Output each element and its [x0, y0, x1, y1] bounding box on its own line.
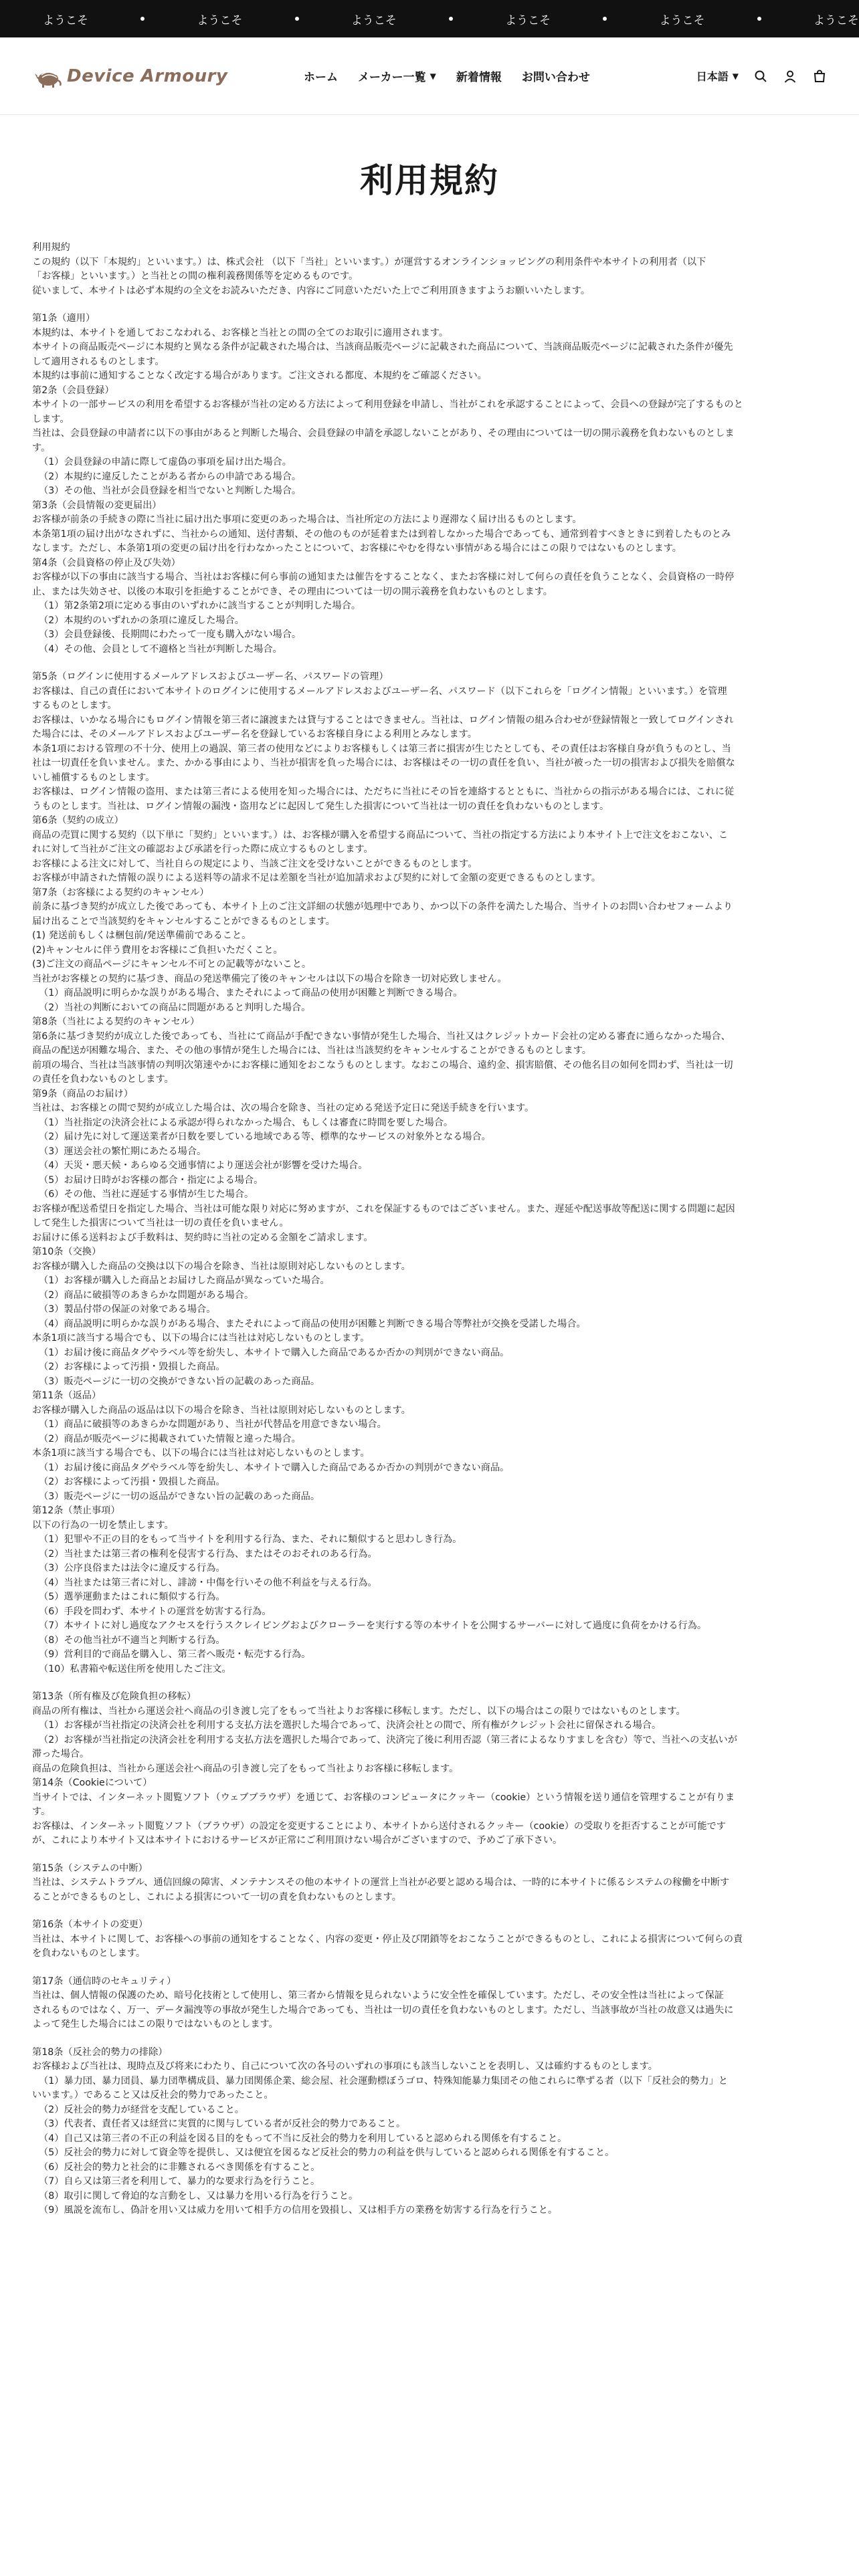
- terms-line: お客様が申請された情報の誤りによる送料等の請求不足は差額を当社が追加請求および契約に対して金額の変更できるものとします。: [32, 873, 601, 883]
- terms-line: 当社は、本サイトに関して、お客様への事前の通知をすることなく、内容の変更・停止及び閉鎖等をおこなうことができるものとし、これによる損害について何らの責: [32, 1933, 743, 1945]
- search-icon[interactable]: [753, 69, 768, 84]
- terms-line: （4）商品説明に明らかな誤りがある場合、またそれによって商品の使用が困難と判断できる場合等弊社が交換を受諾した場合。: [39, 1318, 586, 1329]
- terms-line: 「お客様」といいます。）と当社との間の権利義務関係等を定めるものです。: [32, 271, 359, 282]
- terms-line: （2）当社または第三者の権利を侵害する行為、またはそのおそれのある行為。: [39, 1548, 377, 1560]
- terms-line: （1）暴力団、暴力団員、暴力団準構成員、暴力団関係企業、総会屋、社会運動標ぼうゴロ、特殊知能暴力集団その他これらに準ずる者（以下「反社会的勢力」と: [39, 2075, 728, 2086]
- terms-line: （5）選挙運動またはこれに類似する行為。: [39, 1592, 225, 1602]
- terms-line: 当社は、会員登録の申請者に以下の事由があると判断した場合、会員登録の申請を承認しないことがあり、その理由については一切の開示義務を負わないものとしま: [32, 428, 735, 439]
- terms-line: 本条1項に該当する場合でも、以下の場合には当社は対応しないものとします。: [32, 1448, 370, 1459]
- header-tools: [696, 68, 827, 84]
- terms-line: 当サイトでは、インターネット閲覧ソフト（ウェブブラウザ）を通じて、お客様のコンピュータにクッキー（cookie）という情報を送り通信を管理することが有りま: [32, 1792, 735, 1803]
- terms-line: お客様が購入した商品の返品は以下の場合を除き、当社は原則対応しないものとします。: [32, 1404, 411, 1416]
- terms-line: （1）お客様が当社指定の決済会社を利用する支払方法を選択した場合であって、決済会社との間で、所有権がクレジット会社に留保される場合。: [39, 1720, 662, 1731]
- terms-line: お客様および当社は、現時点及び将来にわたり、自己について次の各号のいずれの事項にも該当しないことを表明し、又は確約するものとします。: [32, 2061, 658, 2072]
- terms-line: 第2条（会員登録）: [32, 385, 114, 396]
- site-logo[interactable]: [32, 62, 266, 91]
- terms-line: 第11条（返品）: [32, 1390, 102, 1401]
- announcement-message: ようこそ: [659, 13, 705, 27]
- nav-item-label: お問い合わせ: [521, 71, 590, 84]
- terms-line: お客様は、インターネット閲覧ソフト（ブラウザ）の設定を変更することにより、本サイトから送付されるクッキー（cookie）の受取りを拒否することが可能です: [32, 1820, 726, 1832]
- terms-line: 以下の行為の一切を禁止します。: [32, 1519, 174, 1531]
- terms-line: す。: [32, 442, 51, 453]
- announcement-message: ようこそ: [351, 13, 397, 27]
- nav-item-home[interactable]: [304, 68, 338, 84]
- terms-line: 商品の所有権は、当社から運送会社へ商品の引き渡し完了をもって当社よりお客様に移転します。ただし、以下の場合はこの限りではないものとします。: [32, 1705, 686, 1717]
- terms-line: （3）公序良俗または法令に違反する行為。: [39, 1563, 225, 1574]
- terms-line: （2）反社会的勢力が経営を支配していること。: [39, 2104, 244, 2115]
- terms-line: （3）代表者、責任者又は経営に実質的に関与している者が反社会的勢力であること。: [39, 2119, 406, 2129]
- terms-line: お客様が購入した商品の交換は以下の場合を除き、当社は原則対応しないものとします。: [32, 1261, 411, 1272]
- cart-icon[interactable]: [812, 69, 827, 84]
- terms-line: 第18条（反社会的勢力の排除）: [32, 2046, 168, 2058]
- terms-line: 本サイトの商品販売ページに本規約と異なる条件が記載された場合は、当該商品販売ページに記載された商品について、当該商品販売ページに記載された条件が優先: [32, 342, 733, 352]
- terms-line: お届けに係る送料および手数料は、契約時に当社の定める金額をご請求します。: [32, 1232, 373, 1243]
- terms-line: （2）当社の判断においての商品に問題があると判明した場合。: [39, 1002, 311, 1013]
- terms-line: 届け出ることで当該契約をキャンセルすることができるものとします。: [32, 916, 335, 927]
- terms-line: 当社は、お客様との間で契約が成立した場合は、次の場合を除き、当社の定める発送予定日に発送手続きを行います。: [32, 1103, 535, 1113]
- terms-line: お客様は、ログイン情報の盗用、または第三者による使用を知った場合には、ただちに当社にその旨を連絡するとともに、当社からの指示がある場合には、これに従: [32, 786, 735, 797]
- terms-line: 第15条（システムの中断）: [32, 1862, 148, 1874]
- terms-line: 前条に基づき契約が成立した後であっても、本サイト上のご注文詳細の状態が処理中であり、かつ以下の条件を満たした場合、当サイトのお問い合わせフォームより: [32, 901, 733, 912]
- terms-line: （1）お客様が購入した商品とお届けした商品が異なっていた場合。: [39, 1275, 330, 1286]
- main-nav: [304, 68, 590, 84]
- terms-line: お客様が配送希望日を指定した場合、当社は可能な限り対応に努めますが、これを保証するものではございません。また、遅延や配送事故等配送に関する問題に起因: [32, 1203, 735, 1214]
- section-spacer: [32, 1848, 827, 1862]
- section-spacer: [32, 298, 827, 312]
- terms-line: （4）自己又は第三者の不正の利益を図る目的をもって不当に反社会的勢力を利用していると認められる関係を有すること。: [39, 2133, 567, 2144]
- terms-line: いいます。）であること又は反社会的勢力であったこと。: [32, 2090, 274, 2101]
- announcement-bar: [0, 0, 859, 37]
- terms-line: この規約（以下「本規約」といいます。）は、株式会社 （以下「当社」といいます。）が運営するオンラインショッピングの利用条件や本サイトの利用者（以下: [32, 256, 706, 267]
- brand-name: Device Armoury: [67, 66, 228, 86]
- terms-line: 本規約は、本サイトを通しておこなわれる、お客様と当社との間の全てのお取引に適用されます。: [32, 327, 449, 338]
- section-spacer: [32, 1905, 827, 1918]
- terms-line: ることができるものとし、これによる損害について一切の責を負わないものとします。: [32, 1891, 401, 1903]
- terms-line: されるものではなく、万一、データ漏洩等の事故が発生した場合であっても、当社は一切の責任を負わないものとします。ただし、当該事故が当社の故意又は過失に: [32, 2004, 734, 2016]
- terms-line: （1）犯罪や不正の目的をもって当サイトを利用する行為、また、それに類似すると思わしき行為。: [39, 1534, 462, 1545]
- terms-line: （3）その他、当社が会員登録を相当でないと判断した場合。: [39, 486, 302, 496]
- main-content: [0, 154, 859, 2218]
- nav-item-news[interactable]: [456, 68, 502, 84]
- terms-line: 社は一切責任を負いません。また、かかる事由により、当社が損害を負った場合には、お客様はその一切の責任を負い、当社が被った一切の損害および損失を賠償な: [32, 758, 735, 768]
- terms-line: （9）風説を流布し、偽計を用い又は威力を用いて相手方の信用を毀損し、又は相手方の業務を妨害する行為を行うこと。: [39, 2205, 558, 2216]
- terms-line: 第10条（交換）: [32, 1247, 102, 1257]
- terms-line: 第3条（会員情報の変更届出）: [32, 500, 162, 511]
- announcement-separator-dot: [757, 17, 761, 21]
- terms-line: 商品の配送が困難な場合、また、その他の事情が発生した場合には、当社は当該契約をキャンセルすることができるものとします。: [32, 1045, 591, 1056]
- terms-line: お客様による注文に対して、当社自らの規定により、当該ご注文を受けないことができるものとします。: [32, 858, 478, 869]
- terms-line: お客様は、自己の責任において本サイトのログインに使用するメールアドレスおよびユーザー名、パスワード（以下これらを「ログイン情報」といいます。）を管理: [32, 685, 727, 697]
- terms-line: （2）商品に破損等のあきらかな問題がある場合。: [39, 1289, 254, 1301]
- terms-line: 滞った場合。: [32, 1749, 90, 1759]
- terms-line: （1）当社指定の決済会社による承認が得られなかった場合、もしくは審査に時間を要した場合。: [39, 1117, 454, 1128]
- terms-line: （4）天災・悪天候・あらゆる交通事情により運送会社が影響を受けた場合。: [39, 1160, 368, 1171]
- terms-line: 第9条（商品のお届け）: [32, 1088, 133, 1099]
- terms-line: 第14条（Cookieについて）: [32, 1778, 153, 1788]
- nav-item-label: ホーム: [304, 71, 338, 84]
- terms-line: が、これにより本サイト又は本サイトにおけるサービスが正常にご利用頂けない場合がございますので、予めご了承下さい。: [32, 1835, 563, 1846]
- terms-line: （2）お客様によって汚損・毀損した商品。: [39, 1362, 225, 1372]
- terms-line: するものとします。: [32, 700, 117, 711]
- announcement-message: ようこそ: [813, 13, 859, 27]
- terms-line: なします。ただし、本条第1項の変更の届け出を行わなかったことについて、お客様にやむを得ない事情がある場合にはこの限りではないものとします。: [32, 543, 682, 554]
- section-spacer: [32, 1677, 827, 1690]
- chevron-down-icon: ▼: [732, 71, 739, 81]
- terms-line: （1）お届け後に商品タグやラベル等を紛失し、本サイトで購入した商品であるか否かの判別ができない商品。: [39, 1347, 510, 1358]
- terms-line: （8）その他当社が不適当と判断する行為。: [39, 1634, 225, 1646]
- terms-line: 本条1項に該当する場合でも、以下の場合には当社は対応しないものとします。: [32, 1333, 370, 1344]
- site-header: [0, 37, 859, 115]
- terms-line: お客様は、いかなる場合にもログイン情報を第三者に譲渡または貸与することはできません。当社は、ログイン情報の組み合わせが登録情報と一致してログインされ: [32, 714, 734, 726]
- terms-line: （7）自ら又は第三者を利用して、暴力的な要求行為を行うこと。: [39, 2176, 320, 2187]
- terms-line: （1）商品説明に明らかな誤りがある場合、またそれによって商品の使用が困難と判断できる場合。: [39, 988, 463, 998]
- terms-line: (3)ご注文の商品ページにキャンセル不可との記載等がないこと。: [32, 959, 312, 970]
- terms-line: （2）本規約のいずれかの条項に違反した場合。: [39, 615, 244, 626]
- section-spacer: [32, 2032, 827, 2046]
- terms-line: （2）商品が販売ページに掲載されていた情報と違った場合。: [39, 1433, 301, 1444]
- nav-item-label: 新着情報: [456, 71, 502, 84]
- language-label: 日本語: [696, 70, 729, 83]
- armadillo-logo-icon: [32, 62, 62, 91]
- terms-line: た場合には、そのメールアドレスおよびユーザー名を登録しているお客様自身による利用とみなします。: [32, 729, 477, 740]
- terms-line: （2）届け先に対して運送業者が日数を要している地域である等、標準的なサービスの対象外となる場合。: [39, 1132, 491, 1142]
- terms-line: 本条第1項の届け出がなされずに、当社からの通知、送付書類、その他のものが延着または到着しなかった場合であっても、通常到着すべきときに到着したものとみ: [32, 528, 731, 540]
- terms-line: （2）お客様によって汚損・毀損した商品。: [39, 1477, 225, 1487]
- terms-line: （1）商品に破損等のあきらかな問題があり、当社が代替品を用意できない場合。: [39, 1419, 387, 1430]
- terms-line: （9）営利目的で商品を購入し、第三者へ販売・転売する行為。: [39, 1649, 311, 1660]
- terms-line: （3）販売ページに一切の交換ができない旨の記載のあった商品。: [39, 1376, 320, 1387]
- terms-line: （4）その他、会員として不適格と当社が判断した場合。: [39, 643, 282, 655]
- terms-line: す。: [32, 1806, 51, 1817]
- terms-line: 第16条（本サイトの変更）: [32, 1919, 149, 1930]
- page-title: 利用規約: [360, 161, 499, 200]
- terms-line: 第6条に基づき契約が成立した後であっても、当社にて商品が手配できない事情が発生した場合、当社又はクレジットカード会社の定める審査に通らなかった場合、: [32, 1031, 731, 1042]
- announcement-separator-dot: [603, 17, 607, 21]
- nav-item-contact[interactable]: [522, 68, 590, 84]
- terms-line: 第5条（ログインに使用するメールアドレスおよびユーザー名、パスワードの管理）: [32, 671, 389, 682]
- terms-line: 第17条（通信時のセキュリティ）: [32, 1975, 177, 1987]
- language-selector[interactable]: [696, 68, 739, 84]
- nav-item-makers[interactable]: [358, 68, 436, 84]
- terms-line: 止、または失効させ、以後の本取引を拒絶することができ、その理由については一切の開示義務を負わないものとします。: [32, 586, 553, 597]
- chevron-down-icon: ▼: [430, 71, 436, 81]
- terms-line: 商品の危険負担は、当社から運送会社へ商品の引き渡し完了をもって当社よりお客様に移転します。: [32, 1763, 459, 1774]
- terms-line: 第6条（契約の成立）: [32, 815, 124, 826]
- terms-line: （8）取引に関して脅迫的な言動をし、又は暴力を用いる行為を行うこと。: [39, 2190, 359, 2202]
- announcement-message: ようこそ: [197, 13, 243, 27]
- section-spacer: [32, 1961, 827, 1975]
- terms-line: （10）私書箱や転送住所を使用したご注文。: [39, 1663, 231, 1675]
- terms-line: 従いまして、本サイトは必ず本規約の全文をお読みいただき、内容にご同意いただいた上でご利用頂きますようお願いいたします。: [32, 285, 591, 296]
- terms-line: して発生した損害について当社は一切の責任を負いません。: [32, 1218, 289, 1228]
- terms-line: して適用されるものとします。: [32, 356, 165, 367]
- announcement-message: ようこそ: [43, 13, 88, 27]
- terms-line: （5）お届け日時がお客様の都合・指定による場合。: [39, 1174, 264, 1186]
- terms-line: （6）その他、当社に遅延する事情が生じた場合。: [39, 1189, 254, 1200]
- terms-line: （2）本規約に違反したことがある者からの申請である場合。: [39, 471, 302, 482]
- terms-line: （3）製品付帯の保証の対象である場合。: [39, 1304, 216, 1315]
- terms-line: 利用規約: [32, 242, 70, 253]
- terms-line: いし補償するものとします。: [32, 772, 155, 783]
- terms-line: (2)キャンセルに伴う費用をお客様にご負担いただくこと。: [32, 944, 283, 956]
- terms-line: （4）当社または第三者に対し、誹謗・中傷を行いその他不利益を与える行為。: [39, 1577, 377, 1588]
- terms-line: 第12条（禁止事項）: [32, 1505, 120, 1516]
- announcement-message: ようこそ: [505, 13, 551, 27]
- terms-line: 当社は、システムトラブル、通信回線の障害、メンテナンスその他の本サイトの運営上当社が必要と認める場合は、一時的に本サイトに係るシステムの稼働を中断す: [32, 1877, 730, 1888]
- announcement-separator-dot: [140, 17, 145, 21]
- terms-line: 当社がお客様との契約に基づき、商品の発送準備完了後のキャンセルは以下の場合を除き一切対応致しません。: [32, 973, 507, 984]
- terms-line: （3）販売ページに一切の返品ができない旨の記載のあった商品。: [39, 1491, 320, 1502]
- announcement-separator-dot: [295, 17, 299, 21]
- terms-line: よって発生した場合にはこの限りではないものとします。: [32, 2019, 278, 2030]
- terms-line: 第4条（会員資格の停止及び失効）: [32, 557, 181, 568]
- terms-line: （6）手段を問わず、本サイトの運営を妨害する行為。: [39, 1606, 272, 1617]
- account-icon[interactable]: [783, 69, 797, 84]
- terms-line: 当社は、個人情報の保護のため、暗号化技術として使用し、第三者から情報を見られないように安全性を確保しています。ただし、その安全性は当社によって保証: [32, 1990, 724, 2001]
- terms-line: お客様が以下の事由に該当する場合、当社はお客様に何ら事前の通知または催告をすることなく、またお客様に対して何らの責任を負うことなく、会員資格の一時停: [32, 572, 735, 582]
- terms-line: （5）反社会的勢力に対して資金等を提供し、又は便宜を図るなど反社会的勢力の利益を供与していると認められる関係を有すること。: [39, 2147, 615, 2158]
- terms-line: を負わないものとします。: [32, 1948, 146, 1959]
- terms-line: お客様が前条の手続きの際に当社に届け出た事項に変更のあった場合は、当社所定の方法により遅滞なく届け出るものとします。: [32, 514, 582, 525]
- terms-line: 第7条（お客様による契約のキャンセル）: [32, 887, 209, 898]
- terms-line: うものとします。当社は、ログイン情報の漏洩・盗用などに起因して発生した損害について当社は一切の責任を負わないものとします。: [32, 800, 609, 812]
- nav-item-label: メーカー一覧: [358, 71, 426, 84]
- terms-line: 商品の売買に関する契約（以下単に「契約」といいます。）は、お客様が購入を希望する商品について、当社の指定する方法により本サイト上で注文をおこない、こ: [32, 829, 729, 841]
- announcement-separator-dot: [449, 17, 453, 21]
- terms-line: （1）お届け後に商品タグやラベル等を紛失し、本サイトで購入した商品であるか否かの判別ができない商品。: [39, 1462, 510, 1473]
- terms-line: （1）第2条第2項に定める事由のいずれかに該当することが判明した場合。: [39, 601, 361, 611]
- terms-line: 本サイトの一部サービスの利用を希望するお客様が当社の定める方法によって利用登録を申請し、当社がこれを承認することによって、会員への登録が完了するものと: [32, 399, 743, 410]
- terms-line: 本条1項における管理の不十分、使用上の過誤、第三者の使用などによりお客様もしくは第三者に損害が生じたとしても、その責任はお客様自身が負うものとし、当: [32, 743, 731, 754]
- terms-line: 第8条（当社による契約のキャンセル）: [32, 1016, 200, 1027]
- terms-line: れに対して当社がご注文の確認および承諾を行った際に成立するものとします。: [32, 844, 373, 855]
- terms-line: （7）本サイトに対し過度なアクセスを行うスクレイピングおよびクローラーを実行する等の本サイトを公開するサーバーに対して過度に負荷をかける行為。: [39, 1620, 707, 1631]
- terms-line: （6）反社会的勢力と社会的に非難されるべき関係を有すること。: [39, 2161, 320, 2173]
- terms-line: 本規約は事前に通知することなく改定する場合があります。ご注文される都度、本規約をご確認ください。: [32, 370, 487, 381]
- section-spacer: [32, 657, 827, 670]
- terms-line: 前項の場合、当社は当該事情の判明次第速やかにお客様に通知をおこなうものとします。なおこの場合、遠約金、損害賠償、その他名目の如何を問わず、当社は一切: [32, 1059, 733, 1071]
- terms-line: （1）会員登録の申請に際して虚偽の事項を届け出た場合。: [39, 457, 292, 467]
- terms-line: 第13条（所有権及び危険負担の移転）: [32, 1691, 197, 1702]
- terms-body: [32, 241, 827, 2218]
- terms-line: します。: [32, 413, 70, 425]
- terms-line: （3）会員登録後、長期間にわたって一度も購入がない場合。: [39, 629, 302, 640]
- terms-line: 第1条（適用）: [32, 313, 96, 324]
- terms-line: (1) 発送前もしくは梱包前/発送準備前であること。: [32, 930, 252, 941]
- terms-line: の責任を負わないものとします。: [32, 1074, 174, 1085]
- terms-line: （3）運送会社の繁忙期にあたる場合。: [39, 1146, 207, 1157]
- terms-line: （2）お客様が当社指定の決済会社を利用する支払方法を選択した場合であって、決済完了後に利用否認（第三者によるなりすましを含む）等で、当社への支払いが: [39, 1734, 738, 1745]
